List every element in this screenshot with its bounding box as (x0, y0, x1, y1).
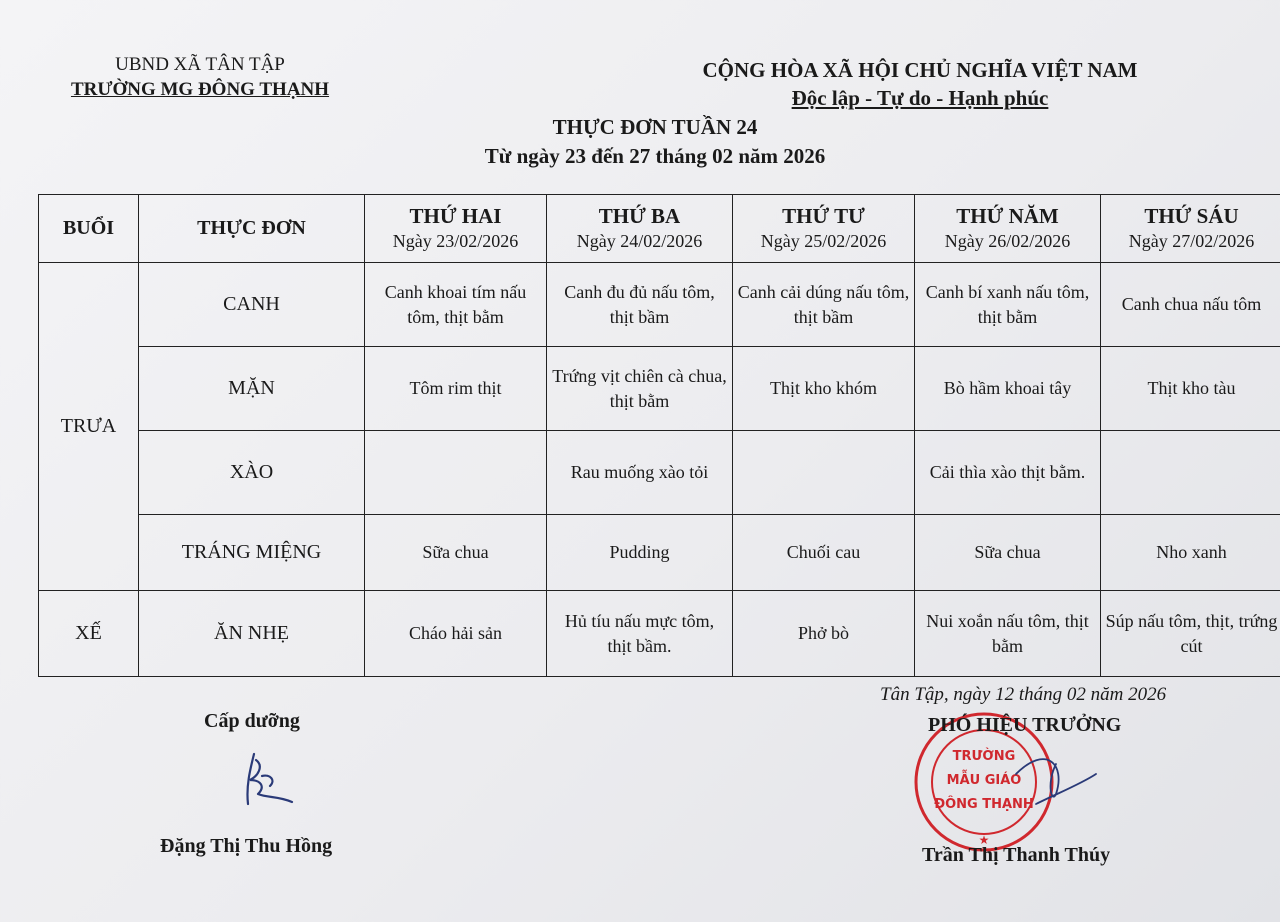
day-date: Ngày 25/02/2026 (760, 230, 887, 251)
menu-cell: Sữa chua (915, 515, 1101, 591)
day-date: Ngày 26/02/2026 (944, 230, 1071, 251)
table-row (39, 263, 1280, 347)
menu-cell: Rau muống xào tỏi (547, 431, 733, 515)
weekly-menu-table (38, 194, 1280, 677)
table-row (39, 431, 1280, 515)
menu-cell: Phở bò (733, 591, 915, 677)
menu-cell: Canh đu đủ nấu tôm, thịt bầm (547, 263, 733, 347)
title-line1: THỰC ĐƠN TUẦN 24 (552, 115, 758, 139)
menu-cell: Bò hầm khoai tây (915, 347, 1101, 431)
table-row (39, 591, 1280, 677)
svg-text:TRƯỜNG: TRƯỜNG (952, 749, 1016, 764)
header-day (733, 195, 915, 263)
place-date: Tân Tập, ngày 12 tháng 02 năm 2026 (880, 684, 1167, 705)
menu-cell: Chuối cau (733, 515, 915, 591)
menu-cell: Cháo hải sản (365, 591, 547, 677)
menu-cell: Nho xanh (1101, 515, 1280, 591)
menu-cell: Thịt kho khóm (733, 347, 915, 431)
day-name: THỨ TƯ (782, 203, 865, 228)
menu-cell: Nui xoắn nấu tôm, thịt bằm (915, 591, 1101, 677)
org-line2: TRƯỜNG MG ĐÔNG THẠNH (70, 79, 330, 100)
menu-cell: Hủ tíu nấu mực tôm, thịt bầm. (547, 591, 733, 677)
session-lunch: TRƯA (39, 263, 139, 591)
menu-cell: Canh chua nấu tôm (1101, 263, 1280, 347)
right-signer-role: PHÓ HIỆU TRƯỞNG (928, 714, 1122, 736)
menu-cell: Canh khoai tím nấu tôm, thịt bằm (365, 263, 547, 347)
day-date: Ngày 24/02/2026 (576, 230, 703, 251)
header-session: BUỔI (39, 195, 139, 263)
row-label: ĂN NHẸ (139, 591, 365, 677)
nation-motto: Độc lập - Tự do - Hạnh phúc (791, 86, 1049, 110)
svg-text:ĐÔNG THẠNH: ĐÔNG THẠNH (934, 797, 1034, 812)
header-menu: THỰC ĐƠN (139, 195, 365, 263)
row-label: TRÁNG MIỆNG (139, 515, 365, 591)
svg-text:MẪU GIÁO: MẪU GIÁO (946, 773, 1022, 788)
menu-cell: Trứng vịt chiên cà chua, thịt bằm (547, 347, 733, 431)
day-name: THỨ NĂM (956, 203, 1059, 228)
menu-cell: Tôm rim thịt (365, 347, 547, 431)
header-day (365, 195, 547, 263)
menu-cell: Canh bí xanh nấu tôm, thịt bằm (915, 263, 1101, 347)
day-name: THỨ BA (598, 203, 681, 228)
table-header-row (39, 195, 1280, 263)
nation-header (640, 56, 1200, 112)
header-day (915, 195, 1101, 263)
svg-text:★: ★ (978, 833, 990, 847)
row-label: CANH (139, 263, 365, 347)
nation-line1: CỘNG HÒA XÃ HỘI CHỦ NGHĨA VIỆT NAM (702, 58, 1138, 82)
menu-cell (733, 431, 915, 515)
org-header (0, 52, 400, 102)
menu-cell: Pudding (547, 515, 733, 591)
menu-cell: Cải thìa xào thịt bằm. (915, 431, 1101, 515)
title-line2: Từ ngày 23 đến 27 tháng 02 năm 2026 (484, 144, 826, 168)
day-date: Ngày 23/02/2026 (392, 230, 519, 251)
menu-cell: Thịt kho tàu (1101, 347, 1280, 431)
row-label: XÀO (139, 431, 365, 515)
left-signer-name: Đặng Thị Thu Hồng (160, 835, 333, 857)
row-label: MẶN (139, 347, 365, 431)
signature-left (236, 746, 306, 816)
header-day (1101, 195, 1280, 263)
header-day (547, 195, 733, 263)
menu-cell: Súp nấu tôm, thịt, trứng cút (1101, 591, 1280, 677)
table-row (39, 347, 1280, 431)
left-signer-role: Cấp dưỡng (204, 710, 300, 732)
day-name: THỨ HAI (409, 203, 502, 228)
menu-cell (365, 431, 547, 515)
table-row (39, 515, 1280, 591)
menu-cell (1101, 431, 1280, 515)
session-afternoon: XẾ (39, 591, 139, 677)
day-date: Ngày 27/02/2026 (1128, 230, 1255, 251)
right-signer-name: Trần Thị Thanh Thúy (922, 844, 1111, 866)
day-name: THỨ SÁU (1144, 203, 1239, 228)
menu-cell: Canh cải dúng nấu tôm, thịt bầm (733, 263, 915, 347)
document-title (0, 113, 1280, 171)
menu-cell: Sữa chua (365, 515, 547, 591)
org-line1: UBND XÃ TÂN TẬP (115, 54, 285, 75)
